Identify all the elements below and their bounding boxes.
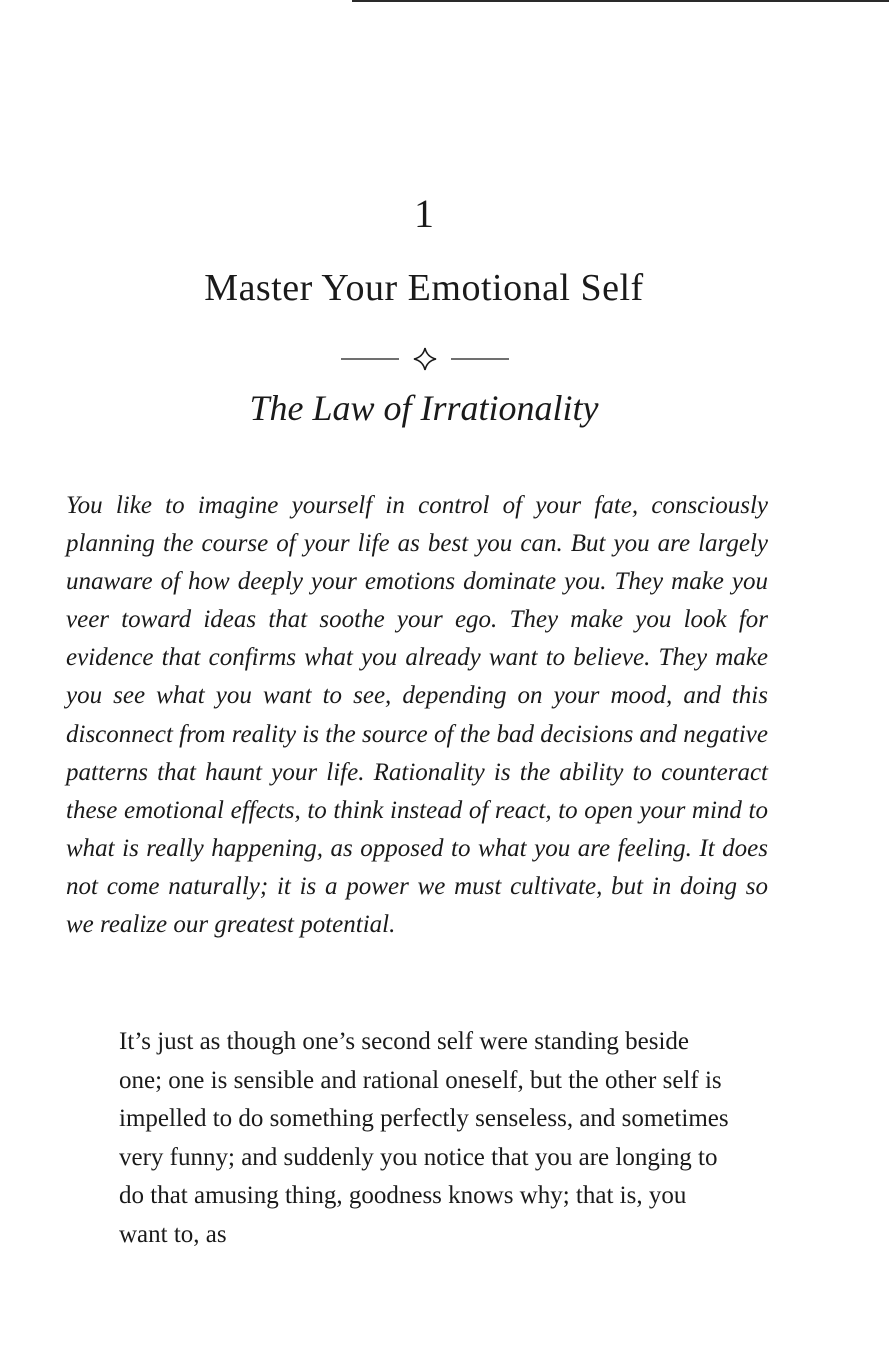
chapter-title: Master Your Emotional Self: [204, 267, 644, 309]
ornament-diamond: [414, 348, 436, 370]
intro-paragraph: You like to imagine yourself in control of your fate, consciously planning the course of your life as best you can. But you are largely unaware of how deeply your emotions dominate you. They make you veer toward ideas that soothe your ego. They make you look for evidence that confirms what you already want to believe. They make you see what you want to see, depending on your mood, and this disconnect from reality is the source of the bad decisions and negative patterns that haunt your life. Rationality is the ability to counteract these emotional effects, to think instead of react, to open your mind to what is really happening, as opposed to what you are feeling. It does not come naturally; it is a power we must cultivate, but in doing so we realize our greatest potential.: [66, 492, 768, 939]
diamond-star-ornament-icon: [340, 346, 510, 372]
chapter-number: 1: [414, 191, 434, 236]
top-edge-rule: [352, 0, 889, 2]
law-title: The Law of Irrationality: [249, 388, 599, 428]
epigraph-quote: It’s just as though one’s second self were standing beside one; one is sensible and rational oneself, but the other self is impelled to do something perfectly senseless, and sometimes very funny; and suddenly you notice that you are longing to do that amusing thing, goodness knows why; that is, you want to, as: [119, 1028, 729, 1248]
